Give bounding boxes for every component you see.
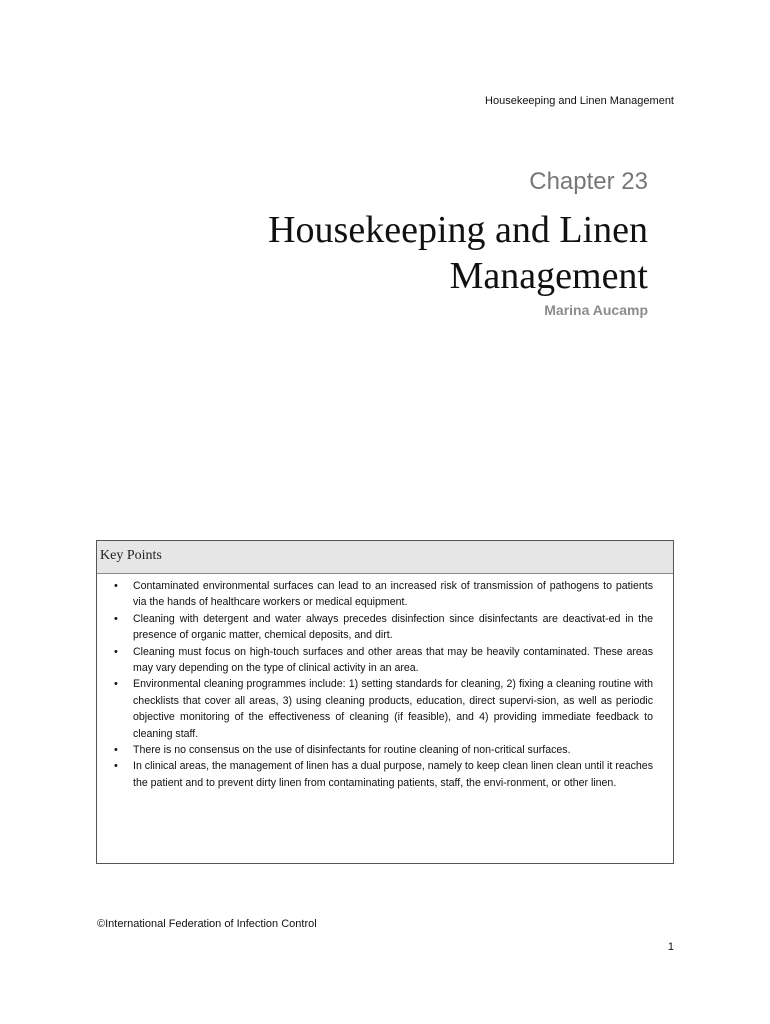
key-point-item — [114, 676, 653, 742]
footer-copyright: ©International Federation of Infection Control — [97, 918, 317, 930]
bullet-icon: • — [114, 678, 118, 691]
chapter-label: Chapter 23 — [529, 168, 648, 195]
chapter-title-line2: Management — [449, 255, 648, 297]
author-name: Marina Aucamp — [544, 302, 648, 318]
running-header: Housekeeping and Linen Management — [485, 95, 674, 107]
bullet-icon: • — [114, 612, 118, 625]
bullet-icon: • — [114, 645, 118, 658]
key-point-item — [114, 758, 653, 791]
key-points-list — [97, 574, 673, 791]
bullet-icon: • — [114, 760, 118, 773]
key-point-text: Cleaning must focus on high-touch surfaces and other areas that may be heavily contaminated. These areas may vary depending on the type of clinical activity in an area. — [133, 645, 653, 675]
key-point-text: In clinical areas, the management of linen has a dual purpose, namely to keep clean linen clean until it reaches the patient and to prevent dirty linen from contaminating patients, staff, the envi-ronment, or other linen. — [133, 760, 653, 789]
key-point-item — [114, 742, 653, 758]
key-points-heading: Key Points — [97, 541, 673, 574]
key-point-text: Contaminated environmental surfaces can lead to an increased risk of transmission of pathogens to patients via the hands of healthcare workers or medical equipment. — [133, 580, 653, 609]
bullet-icon: • — [114, 580, 118, 592]
key-point-text: Environmental cleaning programmes include: 1) setting standards for cleaning, 2) fixing a cleaning routine with checklists that cover all areas, 3) using cleaning products, education, direct supervi-sion, as well as periodic objective monitoring of the effectiveness of cleaning (if feasible), and 4) providing immediate feedback to cleaning staff. — [133, 678, 653, 740]
key-point-item — [114, 644, 653, 677]
key-points-box — [96, 540, 674, 864]
key-point-item — [114, 611, 653, 644]
page-number: 1 — [667, 941, 674, 953]
chapter-title — [128, 207, 648, 299]
key-point-text: Cleaning with detergent and water always precedes disinfection since disinfectants are deactivat-ed in the presence of organic matter, chemical deposits, and dirt. — [133, 612, 653, 642]
chapter-title-line1: Housekeeping and Linen — [268, 209, 648, 251]
key-point-text: There is no consensus on the use of disinfectants for routine cleaning of non-critical surfaces. — [133, 744, 571, 757]
key-point-item — [114, 578, 653, 611]
bullet-icon: • — [114, 744, 118, 757]
